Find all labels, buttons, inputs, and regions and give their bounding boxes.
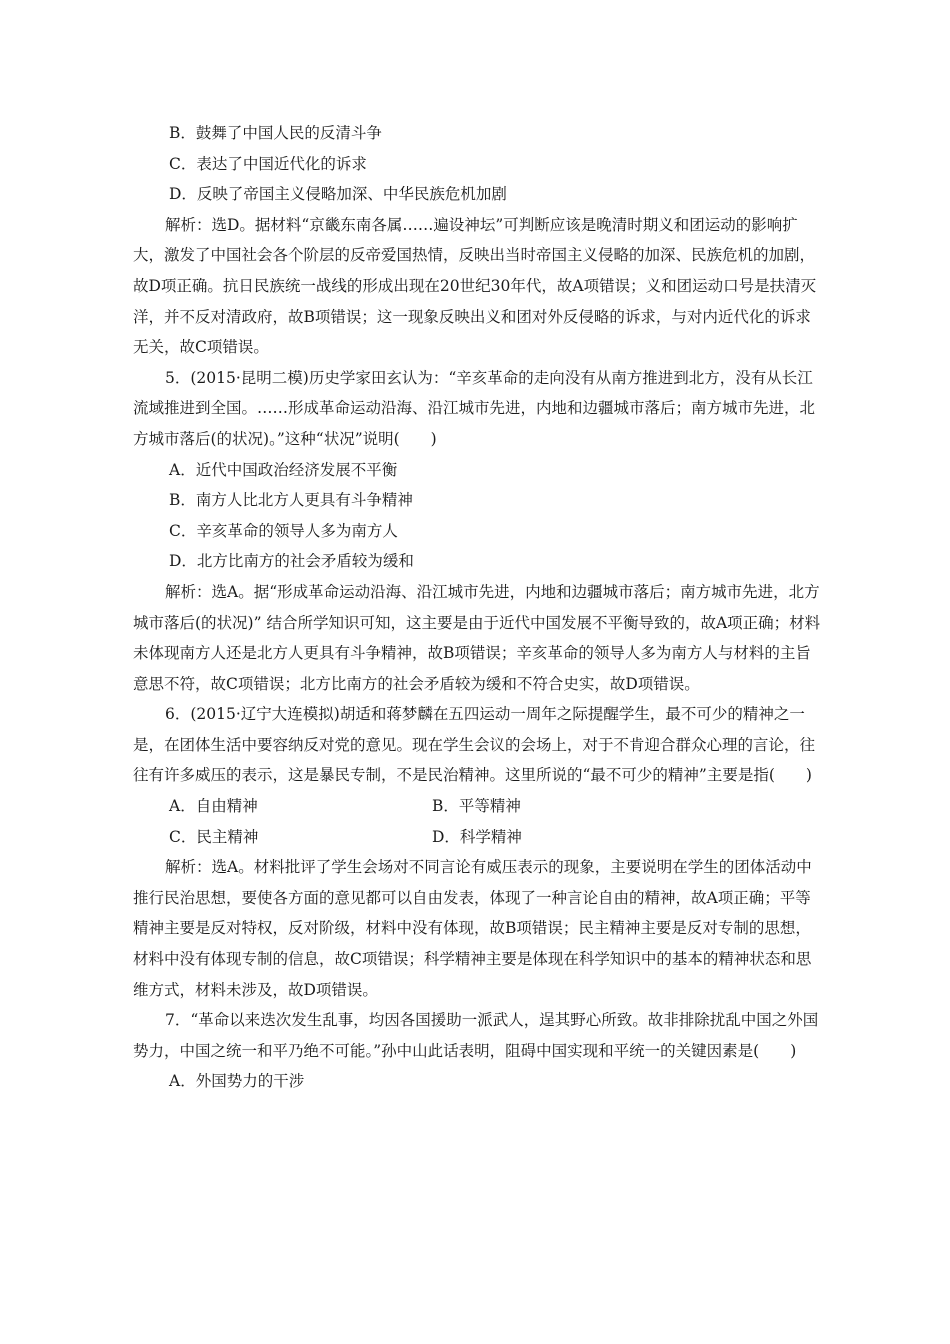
q6-stem: 6．(2015·辽宁大连模拟)胡适和蒋梦麟在五四运动一周年之际提醒学生，最不可少的精神之一是，在团体生活中要容纳反对党的意见。现在学生会议的会场上，对于不肯迎合群众心理的言论，往往有许多威压的表示，这是暴民专制，不是民治精神。这里所说的“最不可少的精神”主要是指( ) <box>133 705 816 785</box>
q5-stem: 5．(2015·昆明二模)历史学家田玄认为：“辛亥革命的走向没有从南方推进到北方，没有从长江流域推进到全国。……形成革命运动沿海、沿江城市先进，内地和边疆城市落后；南方城市先进，北方城市落后(的状况)。”这种“状况”说明( ) <box>133 368 816 448</box>
q5-analysis: 解析：选A。据“形成革命运动沿海、沿江城市先进，内地和边疆城市落后；南方城市先进，北方城市落后(的状况)” 结合所学知识可知，这主要是由于近代中国发展不平衡导致的，故A项正确；材料未体现南方人还是北方人更具有斗争精神，故B项错误；辛亥革命的领导人多为南方人与材料的主旨意思不符，故C项错误；北方比南方的社会矛盾较为缓和不符合史实，故D项错误。 <box>133 582 821 693</box>
q6-analysis: 解析：选A。材料批评了学生会场对不同言论有威压表示的现象，主要说明在学生的团体活动中推行民治思想，要使各方面的意见都可以自由发表，体现了一种言论自由的精神，故A项正确；平等精神主要是反对特权，反对阶级，材料中没有体现，故B项错误；民主精神主要是反对专制的思想，材料中没有体现专制的信息，故C项错误；科学精神主要是体现在科学知识中的基本的精神状态和思维方式，材料未涉及，故D项错误。 <box>133 858 812 999</box>
q7-option-a: A．外国势力的干涉 <box>169 1072 305 1091</box>
q6-option-d: D．科学精神 <box>432 827 522 846</box>
q6-option-c: C．民主精神 <box>169 827 259 846</box>
q5-option-d: D．北方比南方的社会矛盾较为缓和 <box>169 552 414 571</box>
q6-option-a: A．自由精神 <box>169 797 258 816</box>
q4-option-d: D．反映了帝国主义侵略加深、中华民族危机加剧 <box>169 185 507 204</box>
q6-options-row-2 <box>133 822 823 853</box>
q4-analysis: 解析：选D。据材料“京畿东南各属……遍设神坛”可判断应该是晚清时期义和团运动的影响扩大，激发了中国社会各个阶层的反帝爱国热情，反映出当时帝国主义侵略的加深、民族危机的加剧，故D项正确。抗日民族统一战线的形成出现在20世纪30年代，故A项错误；义和团运动口号是扶清灭洋，并不反对清政府，故B项错误；这一现象反映出义和团对外反侵略的诉求，与对内近代化的诉求无关，故C项错误。 <box>133 215 817 357</box>
q5-option-b: B．南方人比北方人更具有斗争精神 <box>169 491 413 510</box>
q5-option-a: A．近代中国政治经济发展不平衡 <box>169 460 398 479</box>
q6-option-b: B．平等精神 <box>432 797 521 816</box>
q4-option-b: B．鼓舞了中国人民的反清斗争 <box>169 124 382 142</box>
q7-stem: 7．“革命以来迭次发生乱事，均因各国援助一派武人，逞其野心所致。故非排除扰乱中国之外国势力，中国之统一和平乃绝不可能。”孙中山此话表明，阻碍中国实现和平统一的关键因素是( ) <box>133 1011 819 1060</box>
q5-option-c: C．辛亥革命的领导人多为南方人 <box>169 521 398 540</box>
document-body <box>133 118 823 1097</box>
q6-options-row-1 <box>133 791 823 822</box>
q4-option-c: C．表达了中国近代化的诉求 <box>169 154 367 173</box>
